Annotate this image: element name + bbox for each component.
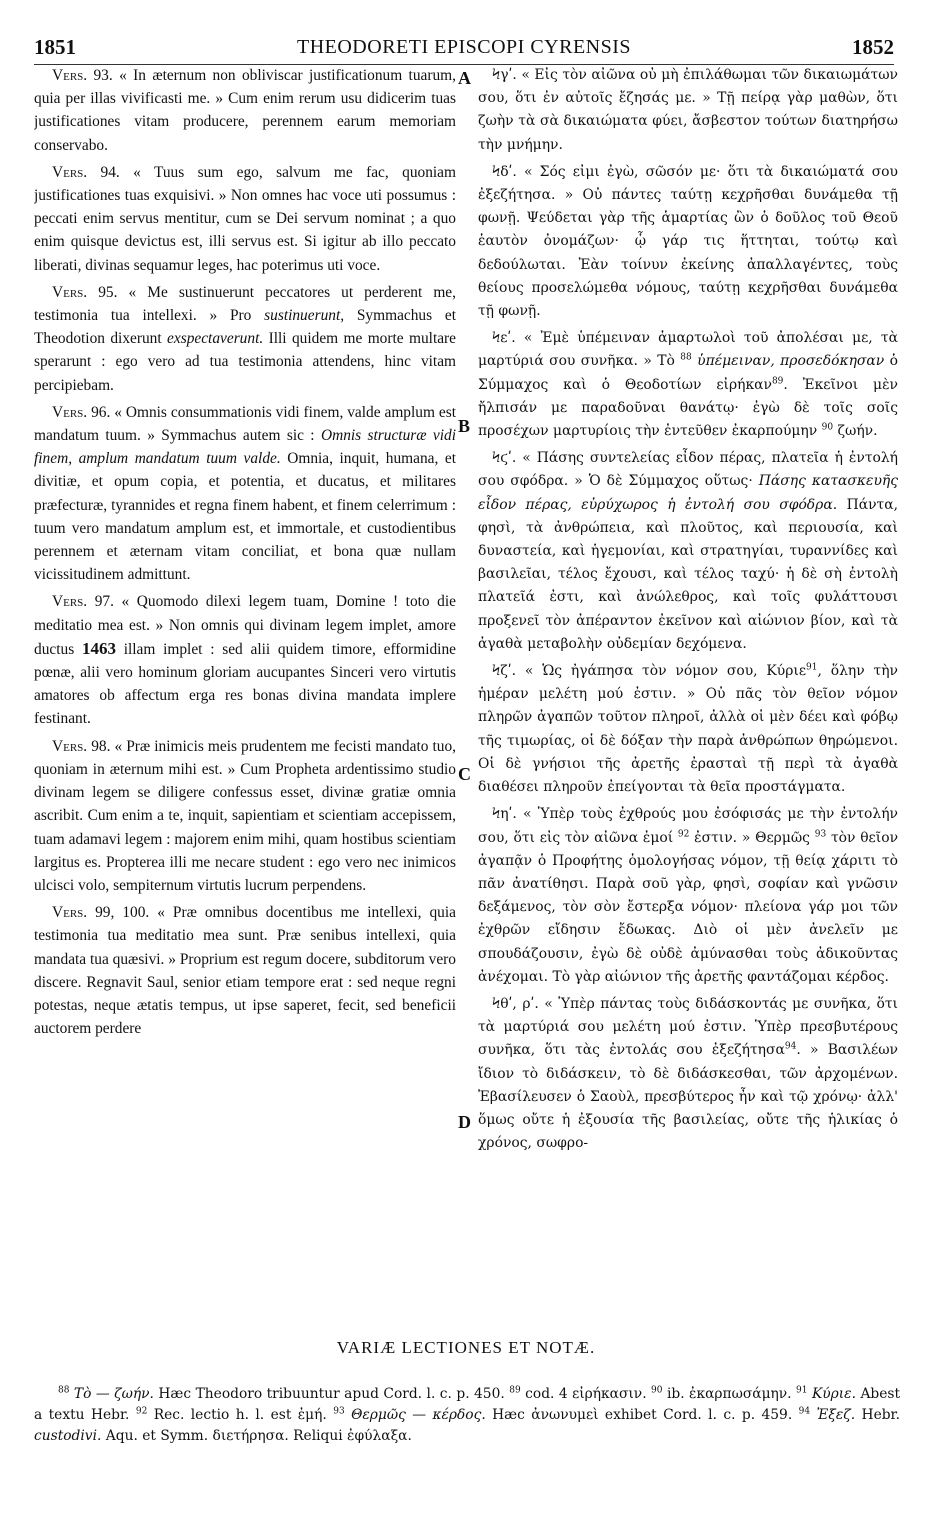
margin-mark-c: C bbox=[458, 764, 471, 784]
latin-paragraph: Vers. 94. « Tuus sum ego, salvum me fac, quoniam justificationes tuas exquisivi. » Non omnes hac voce uti possumus : peccati enim servus mentitur, cum se Dei servum nominat ; a quo enim quisque devictus est, illi servus est. Si igitur ab illo peccato liberati, divinas sequamur leges, hac poterimus uti voce. bbox=[34, 163, 456, 274]
greek-paragraph: Ϟηʹ. « Ὑπὲρ τοὺς ἐχθρούς μου ἐσόφισάς με τὴν ἐντολήν σου, ὅτι εἰς τὸν αἰῶνα ἐμοί $^{92}$ ἐστιν. » Θερμῶς $^{93}$ τὸν θεῖον ἀγαπᾷν ὁ Προφήτης ὁμολογήσας νόμον, τῇ θείᾳ χάριτι τὸ πᾶν ἀνατίθησι. Παρὰ σοῦ γὰρ, φησὶ, σοφίαν καὶ γνῶσιν δεξάμενος, τὸν σὸν ἔστερξα νόμον· πλείονα γάρ μοι τῶν ἐχθρῶν εἴδησιν ἔδωκας. Διὸ οἱ μὲν ἀνελεῖν με σπουδάζουσιν, ἐγὼ δὲ οὐδὲ ἀμύνασθαι τοὺς ἀδικοῦντας ἀνέχομαι. Τὸ γὰρ αἰώνιον τῆς ἀρετῆς φαντάζομαι κέρδος. bbox=[478, 806, 898, 985]
greek-paragraph: Ϟδʹ. « Σός εἰμι ἐγὼ, σῶσόν με· ὅτι τὰ δικαιώματά σου ἐξεζήτησα. » Οὐ πάντες ταύτῃ κεχρῆσθαι δυνάμεθα τῇ φωνῇ. Ψεύδεται γὰρ τῆς ἁμαρτίας ὢν ὁ δοῦλος τοῦ Θεοῦ ἑαυτὸν ὀνομάζων· ᾧ γάρ τις ἥττηται, τούτῳ καὶ δεδούλωται. Ἐὰν τοίνυν ἐκείνης ἀπαλλαγέντες, τοὺς θείους προσελώμεθα νόμους, ταύτῃ κεχρῆσθαι δυνάμεθα τῇ φωνῇ. bbox=[478, 163, 898, 320]
margin-mark-d: D bbox=[458, 1112, 471, 1132]
running-title: THEODORETI EPISCOPI CYRENSIS bbox=[296, 35, 632, 58]
greek-paragraph: Ϟζʹ. « Ὡς ἠγάπησα τὸν νόμον σου, Κύριε$^{91}$, ὅλην τὴν ἡμέραν μελέτη μού ἐστιν. » Οὐ πᾶς τὸν θεῖον νόμον πληρῶν ἀγαπῶν τοῦτον πληροῖ, ἀλλὰ οἱ μὲν δέει καὶ φόβῳ τῆς τιμωρίας, οἱ δὲ δόξαν τὴν παρὰ ἀνθρώπων θηρώμενοι. Οἱ δὲ γνήσιοι τῆς ἀρετῆς ἐρασταὶ τῇ περὶ τὰ ἀγαθὰ διαθέσει πληροῦν ἐπείγονται τὰ θεῖα προστάγματα. bbox=[478, 662, 898, 796]
page-number-left: 1851 bbox=[34, 34, 76, 59]
greek-paragraph: Ϟεʹ. « Ἐμὲ ὑπέμειναν ἁμαρτωλοὶ τοῦ ἀπολέσαι με, τὰ μαρτύριά σου συνῆκα. » Τὸ $^{88}$ ὑπέμειναν, προσεδόκησαν ὁ Σύμμαχος καὶ ὁ Θεοδοτίων εἰρήκαν$^{89}$. Ἐκεῖνοι μὲν ἤλπισάν με παραδοῦναι θανάτῳ· ἐγὼ δὲ τοῖς σοῖς προσέχων μαρτυρίοις τὴν ἐντεῦθεν ἐκαρπούμην $^{90}$ ζωήν. bbox=[478, 330, 898, 440]
latin-paragraph: Vers. 93. « In æternum non obliviscar justificationum tuarum, quia per illas vivificasti me. » Cum enim rerum usu didicerim tuas justificationes vitam producere, perennem earum memoriam conservabo. bbox=[34, 67, 456, 154]
latin-column bbox=[34, 64, 456, 1314]
greek-column bbox=[478, 64, 898, 1314]
margin-mark-a: A bbox=[458, 68, 471, 88]
notes-heading: VARIÆ LECTIONES ET NOTÆ. bbox=[336, 1338, 596, 1357]
margin-mark-b: B bbox=[458, 416, 471, 436]
footnotes: $^{88}$ Τὸ — ζωήν. Hæc Theodoro tribuuntur apud Cord. l. c. p. 450. $^{89}$ cod. 4 εἰρήκασιν. $^{90}$ ib. ἐκαρπωσάμην. $^{91}$ Κύριε. Abest a textu Hebr. $^{92}$ Rec. lectio h. l. est ἐμή. $^{93}$ Θερμῶς — κέρδος. Hæc ἀνωνυμεὶ exhibet Cord. l. c. p. 459. $^{94}$ Ἐξεζ. Hebr. custodivi. Aqu. et Symm. διετήρησα. Reliqui ἐφύλαξα. bbox=[34, 1385, 901, 1444]
latin-paragraph: Vers. 98. « Præ inimicis meis prudentem me fecisti mandato tuo, quoniam in æternum mihi est. » Cum Propheta ardentissimo studio divinam legem se diligere confessus esset, divinæ gratiæ omnia ascribit. Cum enim a te, inquit, sapientiam et scientiam accepissem, tuam adamavi legem : majorem enim mihi, quam hostibus scientiam largitus es. Propterea illi me necare student : ego vero nec inimicos ulcisci volo, sempiternum virtutis lucrum perpendens. bbox=[34, 737, 456, 894]
latin-paragraph: Vers. 97. « Quomodo dilexi legem tuam, Domine ! toto die meditatio mea est. » Non omnis qui divinam legem implet, amore ductus 1463 illam implet : sed alii quidem timore, efformidine pœnæ, alii vero hominum gloriam aucupantes Sinceri vero virtutis amatores ob affectum erga res bonas divina mandata implere festinant. bbox=[34, 593, 456, 728]
inline-page-number: 1463 bbox=[81, 638, 116, 658]
greek-paragraph: Ϟϛʹ. « Πάσης συντελείας εἶδον πέρας, πλατεῖα ἡ ἐντολή σου σφόδρα. » Ὁ δὲ Σύμμαχος οὕτως· Πάσης κατασκευῆς εἶδον πέρας, εὐρύχωρος ἡ ἐντολή σου σφόδρα. Πάντα, φησὶ, τὰ ἀνθρώπεια, καὶ πλοῦτος, καὶ περιουσία, καὶ δυναστεία, καὶ ἡγεμονίαι, καὶ στρατηγίαι, τυραννίδες καὶ βασιλεῖαι, τέλος ἔχουσι, καὶ τέλος ταχύ· ἡ δὲ σὴ ἐντολὴ πλατεῖά ἐστι, καὶ ἀνώλεθρος, καὶ τοῖς φυλάττουσι προξενεῖ τὸν ἀπέραντον ἐκεῖνον καὶ αἰώνιον βίον, καὶ τὰ ἀγαθὰ μεταβολὴν οὐδεμίαν δεχόμενα. bbox=[478, 450, 898, 652]
latin-paragraph: Vers. 96. « Omnis consummationis vidi finem, valde amplum est mandatum tuum. » Symmachus autem sic : Omnis structuræ vidi finem, amplum mandatum tuum valde. Omnia, inquit, humana, et divitiæ, et opum copia, et potentia, et ducatus, et militares præfecturæ, tyrannides et regna finem habent, et finem celerrimum : tuum vero mandatum amplum est, et immortale, et custodientibus perennem et æternam vitam conciliat, et bona quæ nullam vicissitudinem admittunt. bbox=[34, 403, 456, 584]
greek-paragraph: Ϟθʹ, ρʹ. « Ὑπὲρ πάντας τοὺς διδάσκοντάς με συνῆκα, ὅτι τὰ μαρτύριά σου μελέτη μού ἐστιν. Ὑπὲρ πρεσβυτέρους συνῆκα, ὅτι τὰς ἐντολάς σου ἐξεζήτησα$^{94}$. » Βασιλέων ἴδιον τὸ διδάσκειν, τὸ δὲ διδάσκεσθαι, τῶν ἀρχομένων. Ἐβασίλευσεν ὁ Σαοὺλ, πρεσβύτερος ἦν καὶ τῷ χρόνῳ· ἀλλ' ὅμως οὔτε ἡ ἐξουσία τῆς βασιλείας, οὔτε τῆς ἡλικίας ὁ χρόνος, σωφρο- bbox=[478, 995, 898, 1152]
latin-paragraph: Vers. 95. « Me sustinuerunt peccatores ut perderent me, testimonia tua intellexi. » Pro sustinuerunt, Symmachus et Theodotion dixerunt exspectaverunt. Illi quidem me morte multare sperarunt : ego vero ad tua testimonia attendens, hinc vitam percipiebam. bbox=[34, 283, 456, 394]
greek-paragraph: Ϟγʹ. « Εἰς τὸν αἰῶνα οὐ μὴ ἐπιλάθωμαι τῶν δικαιωμάτων σου, ὅτι ἐν αὐτοῖς ἔζησάς με. » Τῇ πείρᾳ γὰρ μαθὼν, ὅτι ζωὴν τὰ σὰ δικαιώματα φύει, ἄσβεστον τούτων διατηρήσω τὴν μνήμην. bbox=[478, 67, 898, 153]
page-number-right: 1852 bbox=[852, 34, 894, 59]
latin-paragraph: Vers. 99, 100. « Præ omnibus docentibus me intellexi, quia testimonia tua meditatio mea sunt. Præ senibus intellexi, quia mandata tua quæsivi. » Proprium est regum docere, subditorum vero discere. Regnavit Saul, senior etiam tempore erat : sed neque regni potestas, neque ætatis tempus, ut ipse saperet, fecit, sed beneficii auctorem perdere bbox=[34, 904, 456, 1038]
running-header bbox=[34, 30, 894, 65]
